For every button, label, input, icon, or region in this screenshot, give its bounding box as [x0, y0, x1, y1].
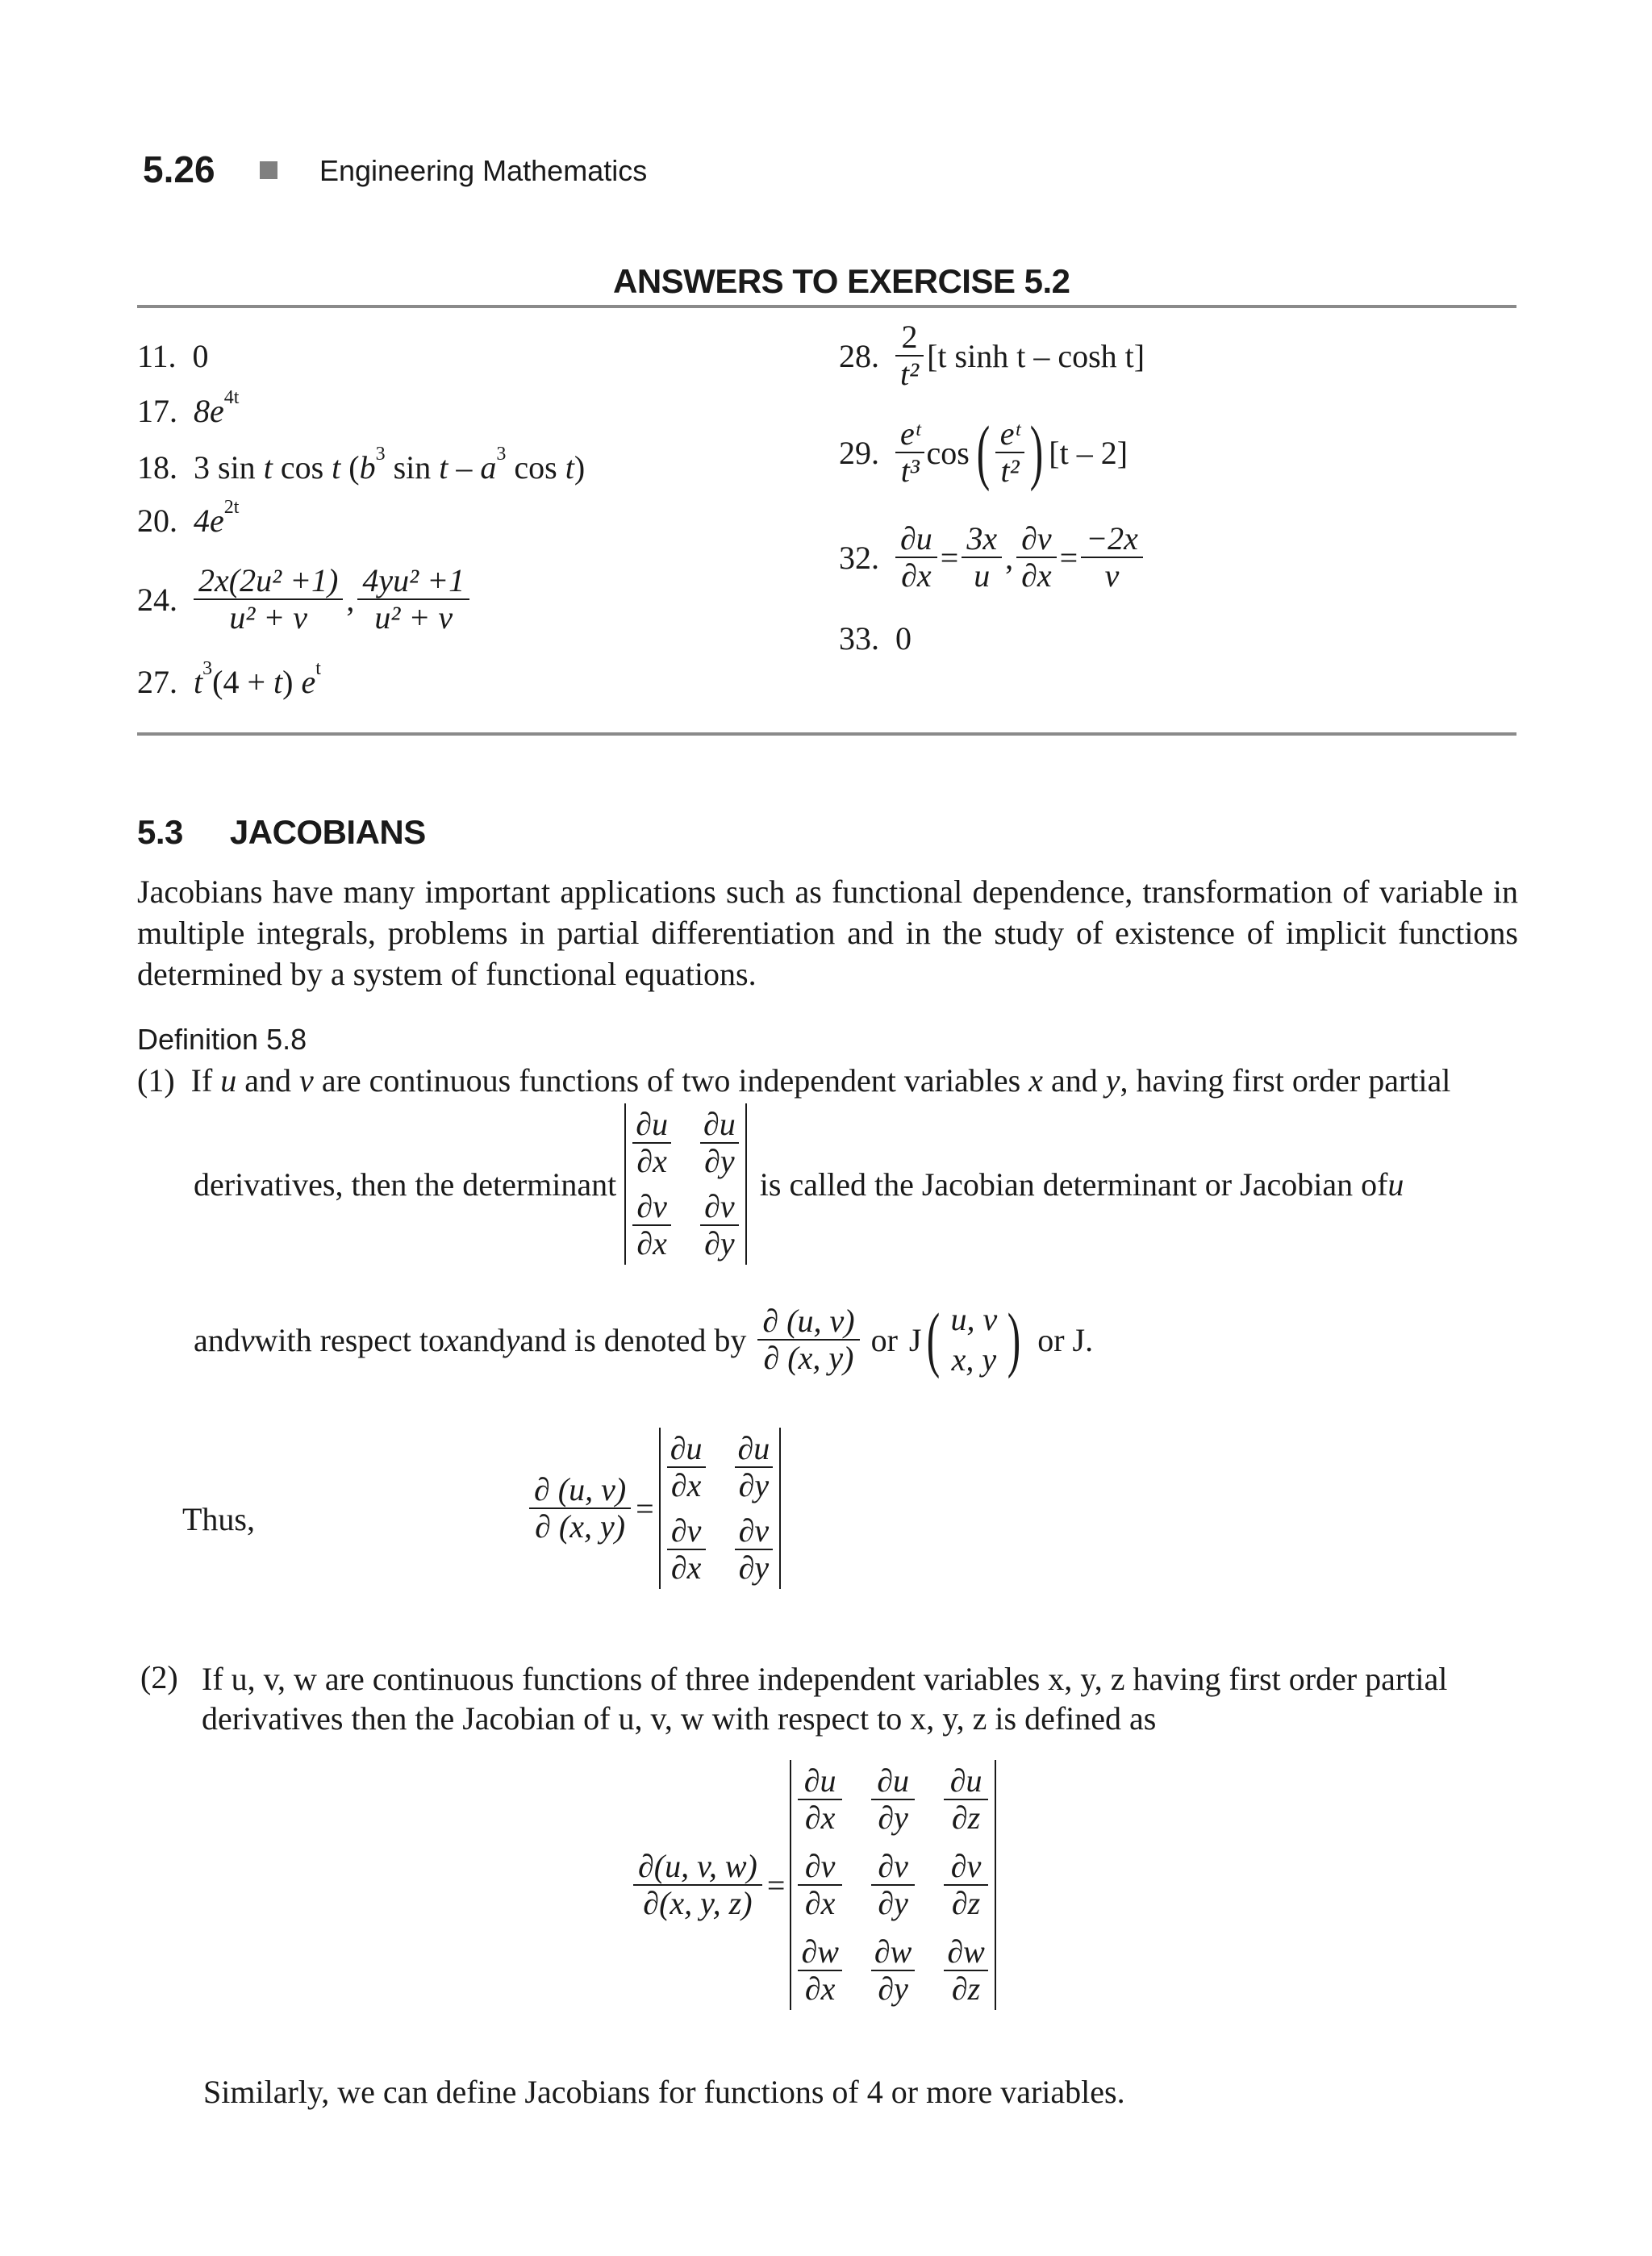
answer-28-fraction: $\frac{2}{\text{t²}}$ — [895, 319, 924, 392]
jacobian-2x2-equation: $\frac{\partial (u, v)}{\partial (x, y)}$ = $\frac{\partial u}{\partial x}$ $\frac{\partial u}{\partial y}$ $\frac{\partial v}{\partial x}$ $\frac{\partial v}{\partial y}$ — [529, 1428, 781, 1589]
closing-sentence: Similarly, we can define Jacobians for functions of 4 or more variables. — [203, 2074, 1125, 2110]
header-square-icon — [260, 161, 277, 179]
answer-32: 32. $\frac{\partial u}{\partial x}$ = $\frac{3x}{u}$ , $\frac{\partial v}{\partial x}$ = $\frac{-2x}{v}$ — [839, 521, 1143, 594]
jacobian-2x2-determinant: $\frac{\partial u}{\partial x}$ $\frac{\partial u}{\partial y}$ $\frac{\partial v}{\partial x}$ $\frac{\partial v}{\partial y}$ — [624, 1103, 747, 1265]
answer-32-fraction-4: $\frac{-2x}{v}$ — [1081, 521, 1143, 594]
answer-32-fraction-2: $\frac{3x}{u}$ — [962, 521, 1002, 594]
answer-24-fraction-1: $\frac{\text{2x(2u² +1)}}{\text{u² + v}}$ — [194, 563, 343, 636]
book-title: Engineering Mathematics — [319, 154, 648, 187]
answer-24: 24. $\frac{\text{2x(2u² +1)}}{\text{u² + v}}$ , $\frac{\text{4yu² +1}}{\text{u² + v}}$ — [137, 563, 469, 636]
page-number: 5.26 — [143, 148, 215, 190]
definition-1-line-3: and v with respect to x and y and is denoted by $\frac{\partial (u, v)}{\partial (x, y)}$ or J ( u, v x, y ) or J. — [194, 1299, 1094, 1379]
answer-28: 28. $\frac{2}{\text{t²}}$ [t sinh t – cosh t] — [839, 319, 1145, 392]
definition-2-marker: (2) — [140, 1659, 178, 1695]
section-heading — [137, 813, 426, 852]
answer-27: 27. $t^3(4 + t)$ $e^t$ — [137, 658, 321, 700]
answers-title: ANSWERS TO EXERCISE 5.2 — [613, 262, 1070, 300]
jacobian-3x3-determinant: $\frac{\partial u}{\partial x}$ $\frac{\partial u}{\partial y}$ $\frac{\partial u}{\partial z}$ $\frac{\partial v}{\partial x}$ $\frac{\partial v}{\partial y}$ $\frac{\partial v}{\partial z}$ $\frac{\partial w}{\partial x}$ $\frac{\partial w}{\partial y}$ $\frac{\partial w}{\partial z}$ — [790, 1760, 995, 2010]
answer-18: 18. 3 sin t cos t ($b^3$ sin t – $a^3$ cos t) — [137, 444, 586, 486]
jacobian-notation-fraction: $\frac{\partial (u, v)}{\partial (x, y)}$ — [757, 1303, 859, 1376]
answer-20: 20. $4e^{2t}$ — [137, 497, 240, 539]
definition-label: Definition 5.8 — [137, 1023, 307, 1056]
answer-29: 29. $\frac{\text{eᵗ}}{\text{t³}}$ cos ( $\frac{\text{eᵗ}}{\text{t²}}$ ) [t – 2] — [839, 412, 1128, 492]
answer-29-fraction-2: $\frac{\text{eᵗ}}{\text{t²}}$ — [995, 416, 1024, 489]
answer-32-fraction-1: $\frac{\partial u}{\partial x}$ — [895, 521, 937, 594]
definition-2-line-2: derivatives then the Jacobian of u, v, w with respect to x, y, z is defined as — [202, 1700, 1157, 1737]
definition-1-line-1: (1) If u and v are continuous functions of two independent variables x and y, having first order partial — [137, 1062, 1451, 1099]
jacobian-2x2-determinant-thus: $\frac{\partial u}{\partial x}$ $\frac{\partial u}{\partial y}$ $\frac{\partial v}{\partial x}$ $\frac{\partial v}{\partial y}$ — [659, 1428, 782, 1589]
answer-29-fraction-1: $\frac{\text{eᵗ}}{\text{t³}}$ — [895, 416, 924, 489]
answer-17: 17. $8e^{4t}$ — [137, 387, 240, 429]
answers-top-rule — [137, 305, 1516, 308]
definition-1-line-2: derivatives, then the determinant $\frac{\partial u}{\partial x}$ $\frac{\partial u}{\partial y}$ $\frac{\partial v}{\partial x}$ $\frac{\partial v}{\partial y}$ is called the Jacobian determinant or Jacobian of u — [194, 1103, 1404, 1265]
jacobian-J-notation: u, v x, y — [950, 1301, 998, 1378]
section-title: JACOBIANS — [229, 813, 426, 851]
jacobian-3x3-equation: $\frac{\partial(u, v, w)}{\partial(x, y, z)}$ = $\frac{\partial u}{\partial x}$ $\frac{\partial u}{\partial y}$ $\frac{\partial u}{\partial z}$ $\frac{\partial v}{\partial x}$ $\frac{\partial v}{\partial y}$ $\frac{\partial v}{\partial z}$ $\frac{\partial w}{\partial x}$ $\frac{\partial w}{\partial y}$ $\frac{\partial w}{\partial z}$ — [633, 1760, 996, 2010]
answer-24-fraction-2: $\frac{\text{4yu² +1}}{\text{u² + v}}$ — [357, 563, 469, 636]
answer-32-fraction-3: $\frac{\partial v}{\partial x}$ — [1016, 521, 1057, 594]
section-number: 5.3 — [137, 813, 183, 851]
answer-11: 11. 0 — [137, 338, 209, 374]
definition-2-line-1: If u, v, w are continuous functions of three independent variables x, y, z having first order partial — [202, 1661, 1448, 1697]
thus-label: Thus, — [182, 1501, 255, 1537]
answer-33: 33. 0 — [839, 620, 912, 657]
section-intro: Jacobians have many important applications such as functional dependence, transformation of variable in multiple integrals, problems in partial differentiation and in the study of existence of implicit functions determined by a system of functional equations. — [137, 874, 1518, 992]
answers-bottom-rule — [137, 732, 1516, 736]
